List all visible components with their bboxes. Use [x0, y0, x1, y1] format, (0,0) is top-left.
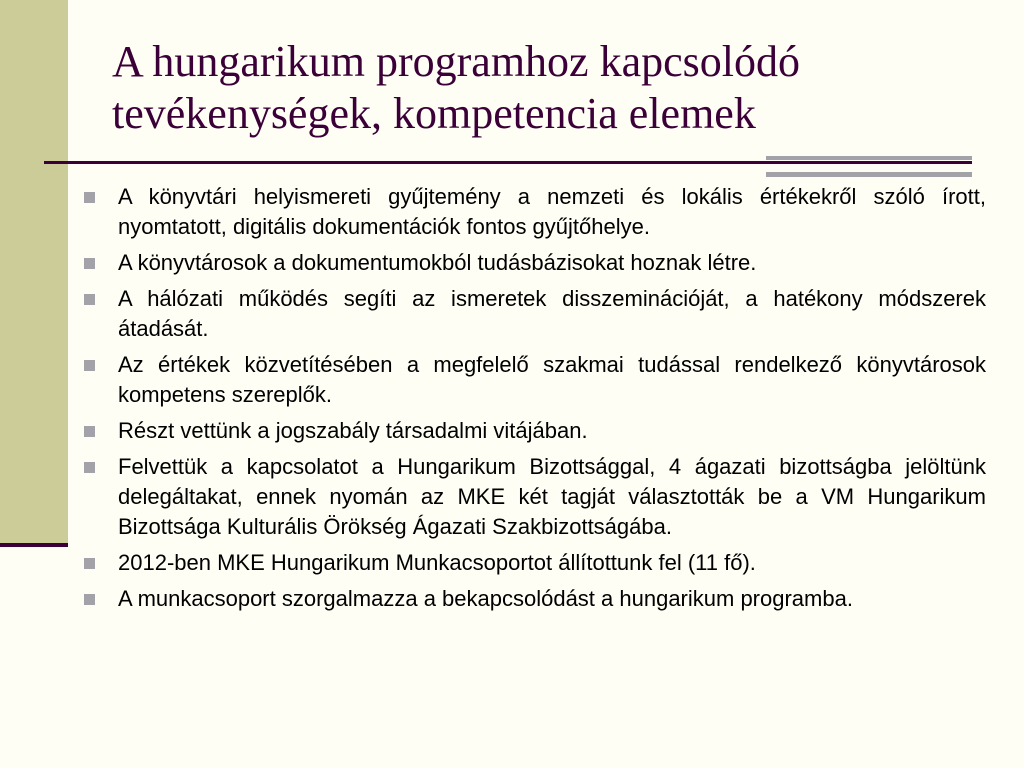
- bullet-text: A könyvtárosok a dokumentumokból tudásbázisokat hoznak létre.: [118, 250, 757, 275]
- bullet-text: Az értékek közvetítésében a megfelelő szakmai tudással rendelkező könyvtárosok kompetens szereplők.: [118, 352, 986, 407]
- bullet-item: [80, 416, 986, 446]
- bullet-text: A munkacsoport szorgalmazza a bekapcsolódást a hungarikum programba.: [118, 586, 853, 611]
- bullet-item: [80, 452, 986, 542]
- bullet-item: [80, 284, 986, 344]
- square-bullet-icon: [84, 558, 95, 569]
- bullet-item: [80, 584, 986, 614]
- bullet-text: 2012-ben MKE Hungarikum Munkacsoportot állítottunk fel (11 fő).: [118, 550, 756, 575]
- square-bullet-icon: [84, 426, 95, 437]
- square-bullet-icon: [84, 462, 95, 473]
- divider-accent-bottom: [766, 172, 972, 177]
- square-bullet-icon: [84, 294, 95, 305]
- bullet-item: [80, 248, 986, 278]
- bullet-text: A könyvtári helyismereti gyűjtemény a nemzeti és lokális értékekről szóló írott, nyomtatott, digitális dokumentációk fontos gyűjtőhelye.: [118, 184, 986, 239]
- square-bullet-icon: [84, 360, 95, 371]
- bullet-item: [80, 548, 986, 578]
- bullet-item: [80, 182, 986, 242]
- slide-title-line-1: A hungarikum programhoz kapcsolódó: [112, 37, 800, 86]
- title-divider-line: [44, 161, 972, 164]
- slide-title: [112, 36, 992, 140]
- bullet-text: Részt vettünk a jogszabály társadalmi vitájában.: [118, 418, 588, 443]
- bullet-list: [80, 182, 986, 620]
- divider-accent-top: [766, 156, 972, 160]
- square-bullet-icon: [84, 594, 95, 605]
- square-bullet-icon: [84, 258, 95, 269]
- bullet-item: [80, 350, 986, 410]
- bullet-text: A hálózati működés segíti az ismeretek disszeminációját, a hatékony módszerek átadását.: [118, 286, 986, 341]
- slide-title-line-2: tevékenységek, kompetencia elemek: [112, 89, 756, 138]
- left-decorative-band: [0, 0, 68, 544]
- bullet-text: Felvettük a kapcsolatot a Hungarikum Bizottsággal, 4 ágazati bizottságba jelöltünk delegáltakat, ennek nyomán az MKE két tagját választották be a VM Hungarikum Bizottsága Kulturális Örökség Ágazati Szakbizottságába.: [118, 454, 986, 539]
- square-bullet-icon: [84, 192, 95, 203]
- left-band-underline: [0, 543, 68, 547]
